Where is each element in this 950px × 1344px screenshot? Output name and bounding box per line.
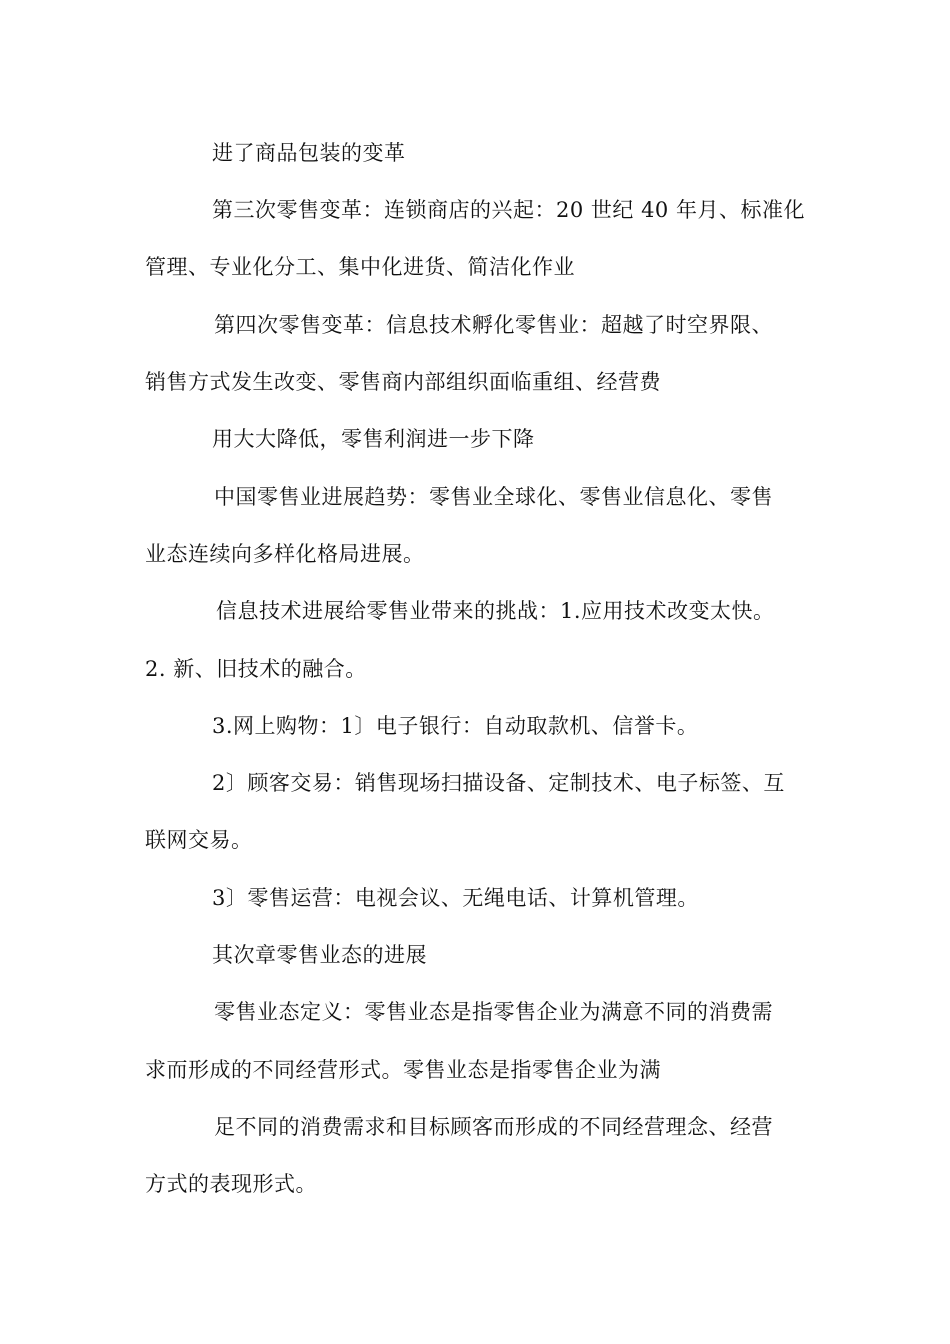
text-line: 第三次零售变革：连锁商店的兴起：20 世纪 40 年月、标准化 xyxy=(212,198,805,222)
text-line: 零售业态定义：零售业态是指零售企业为满意不同的消费需 xyxy=(214,1000,773,1024)
text-line: 信息技术进展给零售业带来的挑战：1.应用技术改变太快。 xyxy=(216,599,775,623)
text-line: 3〕零售运营：电视会议、无绳电话、计算机管理。 xyxy=(212,886,699,910)
text-line: 2〕顾客交易：销售现场扫描设备、定制技术、电子标签、互 xyxy=(212,771,785,795)
text-line: 3.网上购物：1〕电子银行：自动取款机、信誉卡。 xyxy=(212,714,699,738)
text-line: 销售方式发生改变、零售商内部组织面临重组、经营费 xyxy=(145,370,661,394)
text-line: 中国零售业进展趋势：零售业全球化、零售业信息化、零售 xyxy=(214,485,773,509)
text-line: 2. 新、旧技术的融合。 xyxy=(145,657,367,681)
text-line: 管理、专业化分工、集中化进货、简洁化作业 xyxy=(145,255,575,279)
text-line: 进了商品包装的变革 xyxy=(212,141,406,165)
text-line: 第四次零售变革：信息技术孵化零售业：超越了时空界限、 xyxy=(214,313,773,337)
text-line: 联网交易。 xyxy=(145,828,253,852)
text-line: 业态连续向多样化格局进展。 xyxy=(145,542,425,566)
text-line: 足不同的消费需求和目标顾客而形成的不同经营理念、经营 xyxy=(214,1115,773,1139)
text-line: 其次章零售业态的进展 xyxy=(212,943,427,967)
text-line: 求而形成的不同经营形式。零售业态是指零售企业为满 xyxy=(145,1058,661,1082)
text-line: 方式的表现形式。 xyxy=(145,1172,317,1196)
text-line: 用大大降低，零售利润进一步下降 xyxy=(212,427,535,451)
